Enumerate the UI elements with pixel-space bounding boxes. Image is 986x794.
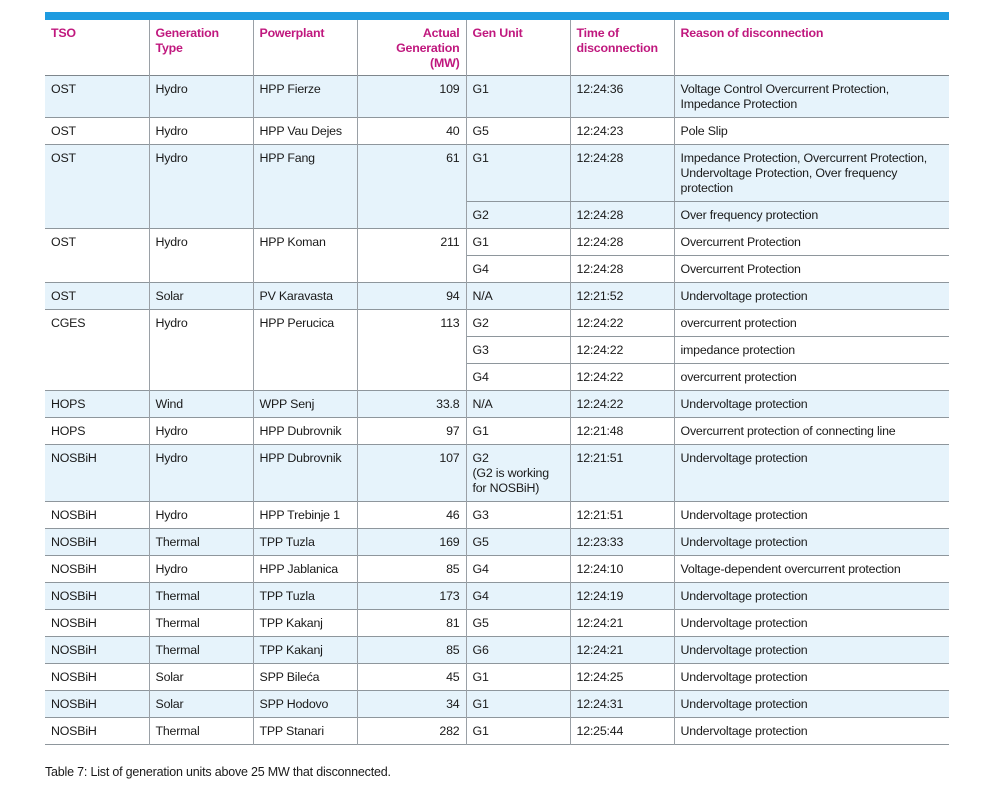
cell-actual-generation: 33.8 xyxy=(357,391,466,418)
disconnected-units-table xyxy=(45,20,949,745)
header-powerplant: Powerplant xyxy=(253,20,357,76)
cell-generation-type: Thermal xyxy=(149,529,253,556)
cell-time: 12:24:23 xyxy=(570,118,674,145)
table-row xyxy=(45,529,949,556)
cell-reason: Overcurrent protection of connecting line xyxy=(680,424,896,438)
cell-time: 12:24:10 xyxy=(570,556,674,583)
table-row xyxy=(45,664,949,691)
table-row xyxy=(45,583,949,610)
cell-actual-generation: 85 xyxy=(357,556,466,583)
cell-actual-generation: 282 xyxy=(357,718,466,745)
cell-gen-unit: G1 xyxy=(466,691,570,718)
cell-reason: Pole Slip xyxy=(680,124,728,138)
cell-tso: NOSBiH xyxy=(45,445,149,502)
cell-tso: OST xyxy=(45,145,149,229)
cell-gen-unit: G2 xyxy=(466,310,570,337)
cell-generation-type: Thermal xyxy=(149,610,253,637)
cell-time: 12:24:28 xyxy=(570,145,674,202)
cell-generation-type: Hydro xyxy=(149,418,253,445)
cell-gen-unit: G6 xyxy=(466,637,570,664)
cell-gen-unit: G2 xyxy=(466,202,570,229)
header-tso: TSO xyxy=(45,20,149,76)
cell-reason: Undervoltage protection xyxy=(674,583,949,610)
cell-powerplant: PV Karavasta xyxy=(253,283,357,310)
cell-time: 12:24:22 xyxy=(570,337,674,364)
cell-powerplant: HPP Dubrovnik xyxy=(253,445,357,502)
cell-generation-type: Hydro xyxy=(149,118,253,145)
cell-gen-unit: G3 xyxy=(466,502,570,529)
cell-tso: NOSBiH xyxy=(45,610,149,637)
cell-tso: NOSBiH xyxy=(45,583,149,610)
table-row xyxy=(45,637,949,664)
table-header-row xyxy=(45,20,949,76)
cell-powerplant: HPP Perucica xyxy=(253,310,357,391)
cell-powerplant: HPP Dubrovnik xyxy=(253,418,357,445)
table-row xyxy=(45,391,949,418)
cell-tso: NOSBiH xyxy=(45,691,149,718)
cell-tso: NOSBiH xyxy=(45,664,149,691)
cell-time: 12:24:28 xyxy=(570,256,674,283)
cell-powerplant: SPP Bileća xyxy=(253,664,357,691)
cell-actual-generation: 173 xyxy=(357,583,466,610)
table-row xyxy=(45,283,949,310)
cell-generation-type: Hydro xyxy=(149,502,253,529)
cell-actual-generation: 94 xyxy=(357,283,466,310)
cell-gen-unit: G1 xyxy=(466,664,570,691)
cell-generation-type: Wind xyxy=(149,391,253,418)
table-row xyxy=(45,76,949,118)
cell-reason: Over frequency protection xyxy=(674,202,949,229)
cell-reason: Undervoltage protection xyxy=(674,391,949,418)
cell-gen-unit: G4 xyxy=(466,583,570,610)
cell-generation-type: Thermal xyxy=(149,583,253,610)
cell-generation-type: Solar xyxy=(149,664,253,691)
cell-gen-unit: G1 xyxy=(466,229,570,256)
cell-gen-unit: G2 (G2 is working for NOSBiH) xyxy=(466,445,570,502)
cell-actual-generation: 211 xyxy=(357,229,466,283)
cell-reason: Undervoltage protection xyxy=(674,637,949,664)
cell-gen-unit: G1 xyxy=(466,718,570,745)
cell-actual-generation: 46 xyxy=(357,502,466,529)
cell-gen-unit: G4 xyxy=(466,364,570,391)
cell-actual-generation: 113 xyxy=(357,310,466,391)
cell-reason: Undervoltage protection xyxy=(674,529,949,556)
table-row xyxy=(45,310,949,337)
table-row xyxy=(45,118,949,145)
cell-tso: HOPS xyxy=(45,391,149,418)
cell-reason: overcurrent protection xyxy=(674,310,949,337)
cell-actual-generation: 40 xyxy=(357,118,466,145)
cell-tso: NOSBiH xyxy=(45,637,149,664)
cell-time: 12:24:22 xyxy=(570,310,674,337)
cell-actual-generation: 85 xyxy=(357,637,466,664)
header-actual-generation: Actual Generation (MW) xyxy=(357,20,466,76)
table-row xyxy=(45,418,949,445)
cell-tso: HOPS xyxy=(45,418,149,445)
cell-time: 12:21:52 xyxy=(570,283,674,310)
cell-tso: OST xyxy=(45,283,149,310)
cell-generation-type: Thermal xyxy=(149,718,253,745)
cell-gen-unit: G1 xyxy=(466,76,570,118)
header-generation-type: Generation Type xyxy=(149,20,253,76)
cell-generation-type: Hydro xyxy=(149,556,253,583)
table-row xyxy=(45,502,949,529)
cell-tso: CGES xyxy=(45,310,149,391)
cell-actual-generation: 97 xyxy=(357,418,466,445)
cell-generation-type: Hydro xyxy=(149,76,253,118)
table-container xyxy=(45,12,949,745)
cell-powerplant: TPP Stanari xyxy=(253,718,357,745)
cell-reason: Undervoltage protection xyxy=(680,616,808,630)
cell-powerplant: WPP Senj xyxy=(253,391,357,418)
cell-time: 12:24:28 xyxy=(570,229,674,256)
table-caption: Table 7: List of generation units above 25 MW that disconnected. xyxy=(45,765,391,779)
cell-gen-unit: G4 xyxy=(466,256,570,283)
header-time: Time of disconnection xyxy=(570,20,674,76)
cell-powerplant: TPP Kakanj xyxy=(253,610,357,637)
cell-generation-type: Hydro xyxy=(149,229,253,283)
cell-tso: NOSBiH xyxy=(45,502,149,529)
cell-powerplant: TPP Kakanj xyxy=(253,637,357,664)
cell-time: 12:23:33 xyxy=(570,529,674,556)
header-reason: Reason of disconnection xyxy=(680,26,824,40)
cell-powerplant: HPP Trebinje 1 xyxy=(253,502,357,529)
cell-tso: NOSBiH xyxy=(45,556,149,583)
cell-gen-unit: G5 xyxy=(466,118,570,145)
cell-tso: OST xyxy=(45,76,149,118)
cell-time: 12:24:19 xyxy=(570,583,674,610)
cell-actual-generation: 107 xyxy=(357,445,466,502)
cell-powerplant: HPP Jablanica xyxy=(253,556,357,583)
cell-gen-unit: N/A xyxy=(466,391,570,418)
cell-time: 12:24:22 xyxy=(570,391,674,418)
cell-actual-generation: 45 xyxy=(357,664,466,691)
cell-powerplant: HPP Koman xyxy=(253,229,357,283)
cell-generation-type: Hydro xyxy=(149,310,253,391)
cell-time: 12:24:21 xyxy=(570,610,674,637)
cell-time: 12:24:31 xyxy=(570,691,674,718)
cell-powerplant: TPP Tuzla xyxy=(253,583,357,610)
cell-generation-type: Thermal xyxy=(149,637,253,664)
cell-gen-unit: G5 xyxy=(466,529,570,556)
cell-generation-type: Hydro xyxy=(149,145,253,229)
cell-reason: Undervoltage protection xyxy=(680,724,808,738)
cell-time: 12:24:28 xyxy=(570,202,674,229)
cell-powerplant: HPP Fang xyxy=(253,145,357,229)
cell-reason: Voltage Control Overcurrent Protection, Impedance Protection xyxy=(674,76,949,118)
table-row xyxy=(45,229,949,256)
table-row xyxy=(45,145,949,202)
cell-tso: NOSBiH xyxy=(45,529,149,556)
cell-reason: impedance protection xyxy=(674,337,949,364)
cell-gen-unit: N/A xyxy=(466,283,570,310)
cell-reason: Undervoltage protection xyxy=(680,670,808,684)
cell-tso: OST xyxy=(45,118,149,145)
cell-powerplant: SPP Hodovo xyxy=(253,691,357,718)
cell-reason: Overcurrent Protection xyxy=(680,262,801,276)
cell-powerplant: TPP Tuzla xyxy=(253,529,357,556)
cell-reason: Undervoltage protection xyxy=(674,445,949,502)
cell-generation-type: Hydro xyxy=(149,445,253,502)
cell-actual-generation: 81 xyxy=(357,610,466,637)
cell-tso: OST xyxy=(45,229,149,283)
cell-time: 12:21:51 xyxy=(570,502,674,529)
cell-gen-unit: G4 xyxy=(466,556,570,583)
cell-actual-generation: 169 xyxy=(357,529,466,556)
cell-generation-type: Solar xyxy=(149,691,253,718)
cell-reason: Voltage-dependent overcurrent protection xyxy=(680,562,901,576)
cell-reason: Undervoltage protection xyxy=(674,283,949,310)
cell-actual-generation: 61 xyxy=(357,145,466,229)
cell-reason: overcurrent protection xyxy=(680,370,797,384)
cell-time: 12:25:44 xyxy=(570,718,674,745)
cell-time: 12:21:51 xyxy=(570,445,674,502)
cell-reason: Impedance Protection, Overcurrent Protection, Undervoltage Protection, Over frequency protection xyxy=(674,145,949,202)
cell-gen-unit: G1 xyxy=(466,418,570,445)
cell-powerplant: HPP Fierze xyxy=(253,76,357,118)
table-row xyxy=(45,445,949,502)
cell-time: 12:24:22 xyxy=(570,364,674,391)
cell-reason: Undervoltage protection xyxy=(674,691,949,718)
cell-reason: Undervoltage protection xyxy=(680,508,808,522)
table-row xyxy=(45,718,949,745)
cell-time: 12:24:21 xyxy=(570,637,674,664)
header-gen-unit: Gen Unit xyxy=(466,20,570,76)
table-top-bar xyxy=(45,12,949,20)
cell-time: 12:24:36 xyxy=(570,76,674,118)
cell-generation-type: Solar xyxy=(149,283,253,310)
cell-gen-unit: G3 xyxy=(466,337,570,364)
cell-time: 12:24:25 xyxy=(570,664,674,691)
cell-gen-unit: G5 xyxy=(466,610,570,637)
cell-reason: Overcurrent Protection xyxy=(674,229,949,256)
table-body xyxy=(45,76,949,745)
table-row xyxy=(45,691,949,718)
table-row xyxy=(45,556,949,583)
cell-actual-generation: 109 xyxy=(357,76,466,118)
cell-actual-generation: 34 xyxy=(357,691,466,718)
table-row xyxy=(45,610,949,637)
cell-gen-unit: G1 xyxy=(466,145,570,202)
cell-time: 12:21:48 xyxy=(570,418,674,445)
cell-powerplant: HPP Vau Dejes xyxy=(253,118,357,145)
cell-tso: NOSBiH xyxy=(45,718,149,745)
